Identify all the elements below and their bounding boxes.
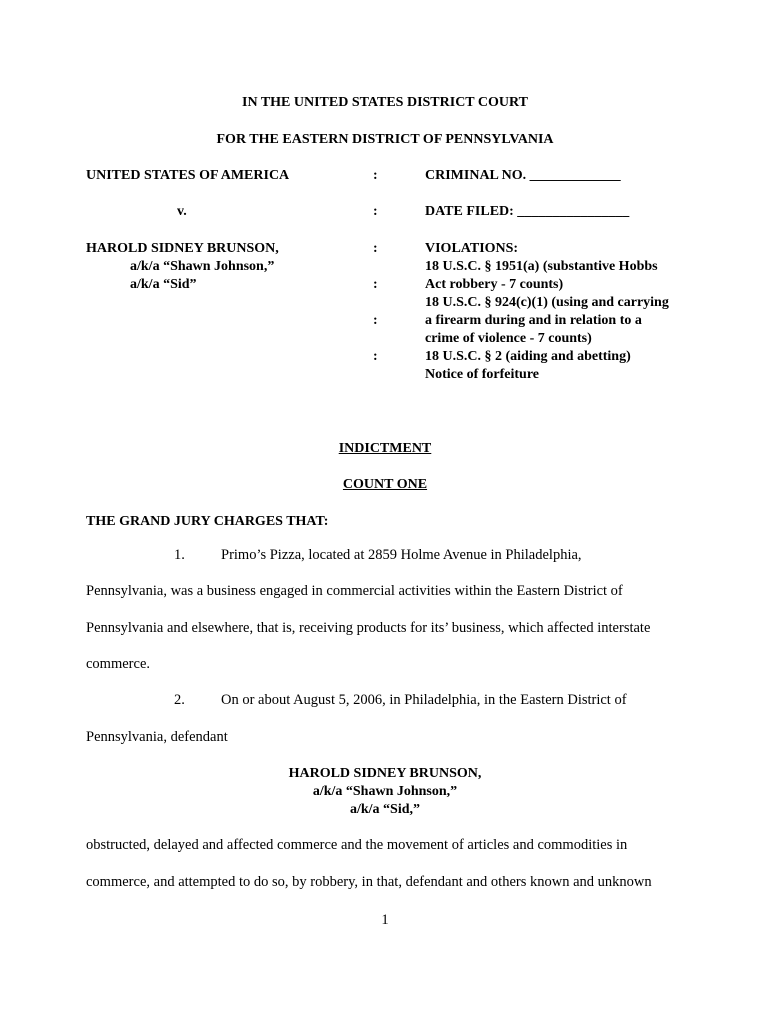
violations-line: Notice of forfeiture [425,367,540,382]
caption-colon: : [373,204,378,219]
violations-line: a firearm during and in relation to a [425,313,642,328]
paragraph-line: commerce, and attempted to do so, by robbery, in that, defendant and others known and unknown [86,874,652,890]
paragraph-line: commerce. [86,656,151,672]
defendant-block-line: a/k/a “Sid,” [349,802,421,817]
caption-colon: : [373,313,378,328]
violations-line: VIOLATIONS: [425,241,519,256]
paragraph-number: 2. [174,692,185,708]
defendant-aka-2: a/k/a “Sid” [130,277,197,292]
caption-colon: : [373,168,378,183]
indictment-title: INDICTMENT [338,441,432,456]
court-header-line1: IN THE UNITED STATES DISTRICT COURT [242,95,528,110]
paragraph-number: 1. [174,547,185,563]
page-number: 1 [381,912,389,928]
caption-colon: : [373,349,378,364]
paragraph-line: obstructed, delayed and affected commerce and the movement of articles and commodities in [86,837,628,853]
violations-line: 18 U.S.C. § 1951(a) (substantive Hobbs [425,259,658,274]
violations-line: crime of violence - 7 counts) [425,331,592,346]
plaintiff-name: UNITED STATES OF AMERICA [86,168,290,183]
violations-line: 18 U.S.C. § 2 (aiding and abetting) [425,349,631,364]
paragraph-line: Pennsylvania, defendant [86,729,228,745]
count-heading: COUNT ONE [342,477,428,492]
date-filed: DATE FILED: ________________ [425,204,630,219]
defendant-block-line: a/k/a “Shawn Johnson,” [312,784,458,799]
caption-colon: : [373,241,378,256]
paragraph-line: On or about August 5, 2006, in Philadelphia, in the Eastern District of [221,692,627,708]
violations-line: 18 U.S.C. § 924(c)(1) (using and carrying [425,295,669,310]
defendant-name: HAROLD SIDNEY BRUNSON, [86,241,279,256]
defendant-block-line: HAROLD SIDNEY BRUNSON, [288,766,482,781]
grand-jury-charges: THE GRAND JURY CHARGES THAT: [86,514,329,529]
versus-label: v. [177,204,187,219]
paragraph-line: Pennsylvania, was a business engaged in commercial activities within the Eastern District of [86,583,623,599]
caption-colon: : [373,277,378,292]
defendant-aka-1: a/k/a “Shawn Johnson,” [130,259,275,274]
violations-line: Act robbery - 7 counts) [425,277,564,292]
paragraph-line: Pennsylvania and elsewhere, that is, receiving products for its’ business, which affected interstate [86,620,651,636]
court-header-line2: FOR THE EASTERN DISTRICT OF PENNSYLVANIA [216,132,554,147]
criminal-number: CRIMINAL NO. _____________ [425,168,621,183]
paragraph-line: Primo’s Pizza, located at 2859 Holme Avenue in Philadelphia, [221,547,582,563]
